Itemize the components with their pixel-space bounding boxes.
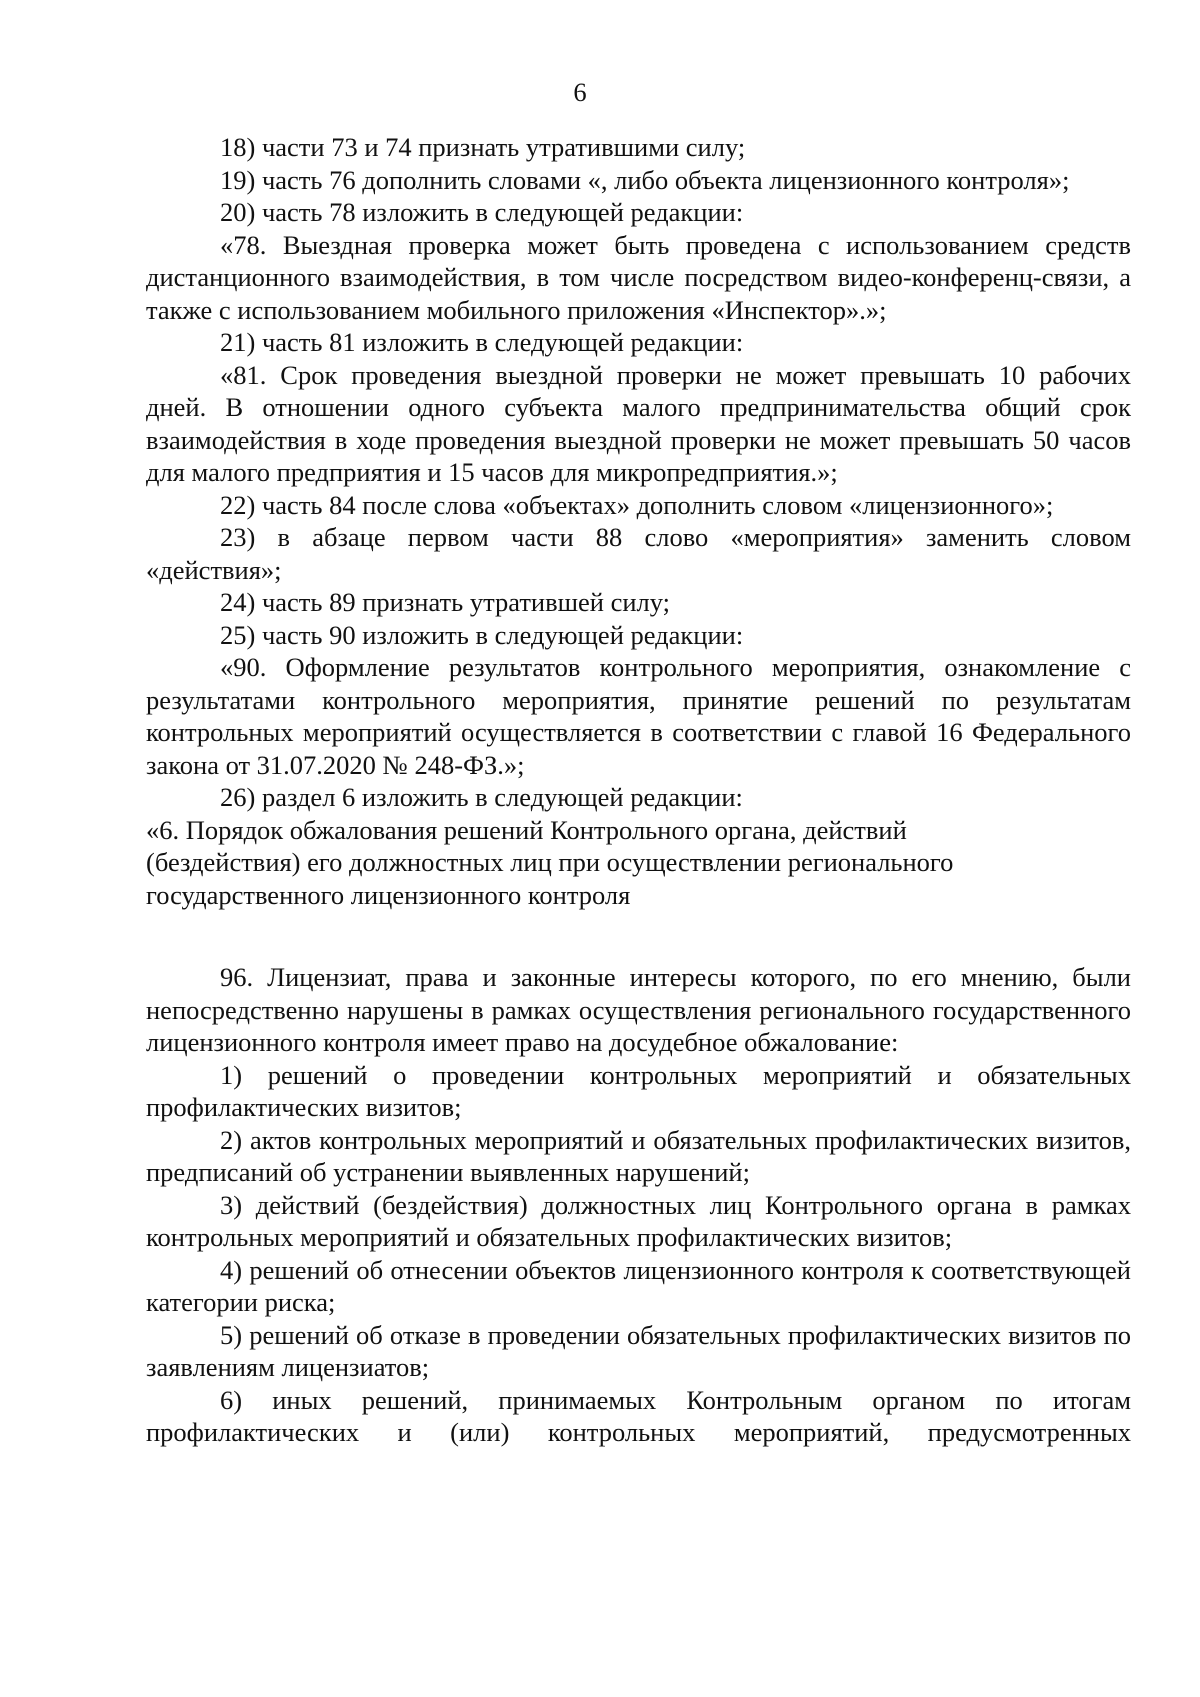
- appeal-subject-4: 4) решений об отнесении объектов лицензионного контроля к соответствующей категории риска;: [146, 1254, 1131, 1317]
- appeal-subject-3: 3) действий (бездействия) должностных лиц Контрольного органа в рамках контрольных мероприятий и обязательных профилактических визитов;: [146, 1189, 1131, 1252]
- heading-spacer: [146, 911, 1131, 961]
- amendment-item-18: 18) части 73 и 74 признать утратившими силу;: [220, 132, 746, 162]
- appeal-subject-2: 2) актов контрольных мероприятий и обязательных профилактических визитов, предписаний об устранении выявленных нарушений;: [146, 1124, 1131, 1187]
- quoted-part-81: «81. Срок проведения выездной проверки не может превышать 10 рабочих дней. В отношении одного субъекта малого предпринимательства общий срок взаимодействия в ходе проведения выездной проверки не может превышать 50 часов для малого предприятия и 15 часов для микропредприятия.»;: [146, 359, 1131, 487]
- amendment-item-19: 19) часть 76 дополнить словами «, либо объекта лицензионного контроля»;: [220, 164, 1070, 195]
- quoted-part-90: «90. Оформление результатов контрольного мероприятия, ознакомление с результатами контрольного мероприятия, принятие решений по результатам контрольных мероприятий осуществляется в соответствии с главой 16 Федерального закона от 31.07.2020 № 248-ФЗ.»;: [146, 652, 1131, 780]
- amendment-item-20: 20) часть 78 изложить в следующей редакции:: [220, 197, 744, 227]
- amendment-item-21: 21) часть 81 изложить в следующей редакции:: [220, 327, 744, 357]
- appeal-subject-1: 1) решений о проведении контрольных мероприятий и обязательных профилактических визитов;: [146, 1059, 1131, 1122]
- amendment-item-26: 26) раздел 6 изложить в следующей редакции:: [220, 782, 743, 812]
- amendment-item-23: 23) в абзаце первом части 88 слово «мероприятия» заменить словом «действия»;: [146, 522, 1131, 585]
- section-heading-line-1: «6. Порядок обжалования решений Контрольного органа, действий: [146, 814, 907, 845]
- appeal-subject-5: 5) решений об отказе в проведении обязательных профилактических визитов по заявлениям лицензиатов;: [146, 1319, 1131, 1382]
- document-body: [146, 131, 1131, 1449]
- quoted-part-78: «78. Выездная проверка может быть проведена с использованием средств дистанционного взаимодействия, в том числе посредством видео-конференц-связи, а также с использованием мобильного приложения «Инспектор».»;: [146, 229, 1131, 325]
- amendment-item-22: 22) часть 84 после слова «объектах» дополнить словом «лицензионного»;: [220, 489, 1054, 520]
- page-number: 6: [573, 77, 587, 107]
- section-paragraph-96: 96. Лицензиат, права и законные интересы которого, по его мнению, были непосредственно нарушены в рамках осуществления регионального государственного лицензионного контроля имеет право на досудебное обжалование:: [146, 962, 1131, 1057]
- section-heading-line-2: (бездействия) его должностных лиц при осуществлении регионального: [146, 847, 954, 877]
- amendment-item-25: 25) часть 90 изложить в следующей редакции:: [220, 619, 744, 650]
- amendment-item-24: 24) часть 89 признать утратившей силу;: [220, 587, 671, 617]
- appeal-subject-6: 6) иных решений, принимаемых Контрольным органом по итогам профилактических и (или) контрольных мероприятий, предусмотренных: [146, 1384, 1131, 1447]
- section-heading-line-3: государственного лицензионного контроля: [146, 879, 631, 910]
